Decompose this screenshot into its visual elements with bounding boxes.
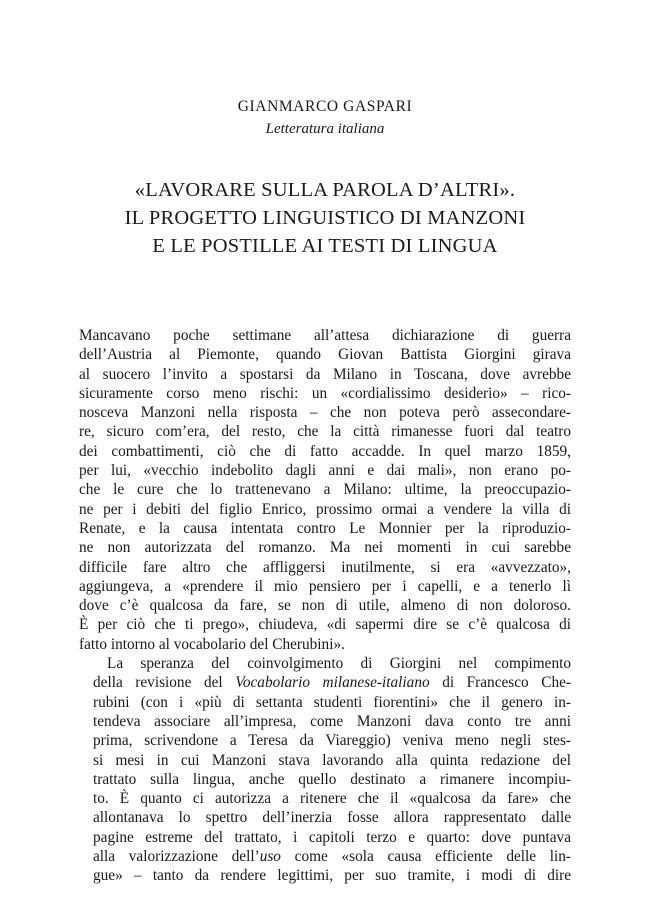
- text-line: difficile fare altro che affliggersi inutilmente, si era «avvezzato»,: [79, 558, 571, 576]
- article-title: [0, 176, 650, 260]
- text-line: sicuramente corso meno rischi: un «cordialissimo desiderio» – rico-: [79, 384, 571, 402]
- text-line: ne per i debiti del figlio Enrico, prossimo ormai a vendere la villa di: [79, 500, 571, 518]
- text-line: La speranza del coinvolgimento di Giorgini nel compimento: [107, 655, 571, 673]
- text-line: pagine estreme del trattato, i capitoli terzo e quarto: dove puntava: [93, 828, 571, 846]
- title-line-2: IL PROGETTO LINGUISTICO DI MANZONI: [124, 207, 526, 229]
- text-line: che le cure che lo trattenevano a Milano: ultime, la preoccupazio-: [79, 481, 571, 499]
- text-run: alla valorizzazione dell’: [93, 848, 260, 866]
- paragraph-2: [79, 654, 571, 886]
- text-line: prima, scrivendone a Teresa da Viareggio) veniva meno negli stes-: [93, 732, 571, 750]
- text-line: trattato sulla lingua, anche quello destinato a rimanere incompiu-: [93, 770, 571, 788]
- text-run: della revisione del: [93, 674, 236, 692]
- text-run: come «sola causa efficiente delle lin-: [280, 848, 571, 866]
- text-line: aggiungeva, a «prendere il mio pensiero per i capelli, e a tenerlo lì: [79, 577, 571, 595]
- text-line: al suocero l’invito a spostarsi da Milano in Toscana, dove avrebbe: [79, 365, 571, 383]
- text-line: dove c’è qualcosa da fare, se non di utile, almeno di non doloroso.: [79, 597, 571, 615]
- text-line: ne non autorizzata del romanzo. Ma nei momenti in cui sarebbe: [79, 539, 571, 557]
- italic-word-uso: uso: [259, 848, 281, 866]
- text-run: di Francesco Che-: [429, 674, 571, 692]
- text-line: Renate, e la causa intentata contro Le Monnier per la riproduzio-: [79, 519, 571, 537]
- text-line: allontanava lo spettro dell’inerzia fosse allora rappresentato dalle: [93, 809, 571, 827]
- text-line: Mancavano poche settimane all’attesa dichiarazione di guerra: [79, 327, 571, 344]
- text-line: si mesi in cui Manzoni stava lavorando alla quinta redazione del: [93, 751, 571, 769]
- text-line: re, sicuro com’era, del resto, che la città rimanesse fuori dal teatro: [79, 423, 571, 441]
- text-line: gue» – tanto da rendere legittimi, per suo tramite, i modi di dire: [93, 867, 571, 885]
- text-line: dell’Austria al Piemonte, quando Giovan Battista Giorgini girava: [79, 346, 571, 364]
- text-line: tendeva associare all’impresa, come Manzoni dava conto tre anni: [93, 712, 571, 730]
- title-line-1: «LAVORARE SULLA PAROLA D’ALTRI».: [134, 179, 516, 201]
- paragraph-1: [79, 326, 571, 654]
- text-line: [79, 673, 571, 692]
- author-affiliation: Letteratura italiana: [265, 121, 385, 137]
- text-line: to. È quanto ci autorizza a ritenere che il «qualcosa da fare» che: [93, 790, 571, 808]
- article-body: [79, 326, 571, 886]
- text-line: È per ciò che ti prego», chiudeva, «di sapermi dire se c’è qualcosa di: [79, 616, 571, 634]
- text-line: dei combattimenti, ciò che di fatto accadde. In quel marzo 1859,: [79, 442, 571, 460]
- text-line: fatto intorno al vocabolario del Cherubini».: [79, 635, 345, 653]
- text-line: nosceva Manzoni nella risposta – che non poteva però assecondare-: [79, 404, 571, 422]
- text-line: rubini (con i «più di settanta studenti fiorentini» che il genero in-: [93, 693, 571, 711]
- italic-title-vocabolario: Vocabolario milanese-italiano: [235, 674, 430, 692]
- text-line: per lui, «vecchio indebolito dagli anni e dai mali», non erano po-: [79, 462, 571, 480]
- title-line-3: E LE POSTILLE AI TESTI DI LINGUA: [152, 235, 498, 257]
- author-name: GIANMARCO GASPARI: [237, 98, 413, 115]
- text-line: [79, 847, 571, 866]
